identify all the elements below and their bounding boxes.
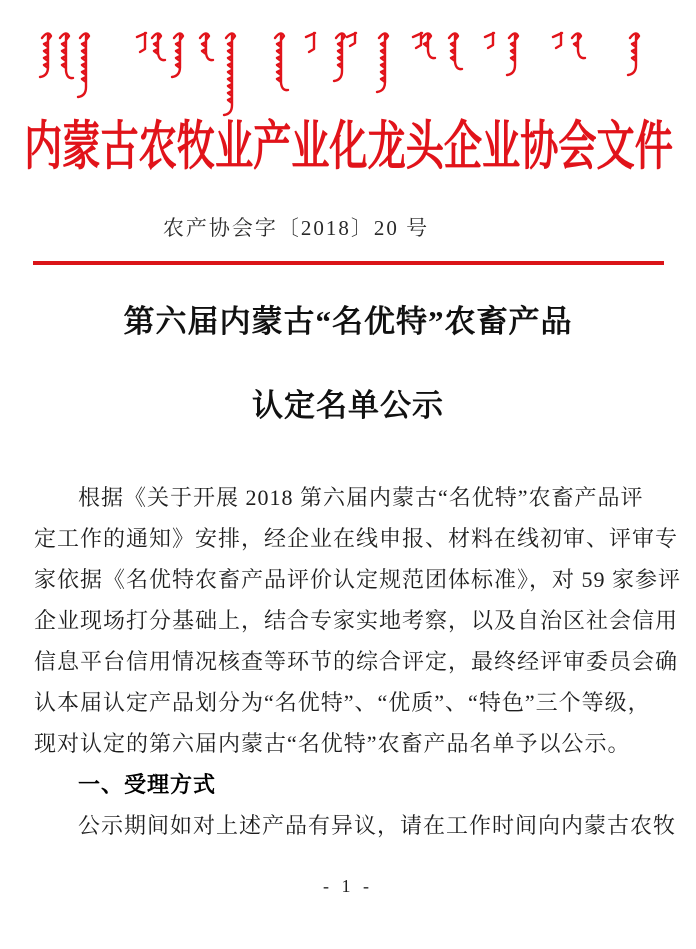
mongolian-glyph (40, 33, 51, 77)
mongolian-glyph (306, 33, 315, 52)
mongolian-glyph (413, 33, 422, 48)
mongolian-glyph (224, 33, 235, 115)
mongolian-glyph (628, 33, 639, 75)
body-line: 家依据《名优特农畜产品评价认定规范团体标准》，对 59 家参评 (34, 567, 682, 592)
mongolian-glyph (78, 33, 89, 97)
body-line: 信息平台信用情况核查等环节的综合评定，最终经评审委员会确 (34, 649, 679, 674)
body-line: 企业现场打分基础上，结合专家实地考察，以及自治区社会信用 (34, 608, 679, 633)
mongolian-glyph (60, 33, 73, 78)
document-body (34, 477, 682, 846)
body-line: 根据《关于开展 2018 第六届内蒙古“名优特”农畜产品评 (78, 485, 644, 510)
mongolian-glyph (572, 33, 585, 58)
org-title (0, 104, 696, 180)
body-line: 公示期间如对上述产品有异议，请在工作时间向内蒙古农牧 (78, 813, 677, 838)
doc-title-line1: 第六届内蒙古“名优特”农畜产品 (123, 304, 573, 339)
mongolian-glyph (449, 33, 462, 69)
body-line: 认本届认定产品划分为“名优特”、“优质”、“特色”三个等级， (34, 690, 651, 715)
doc-number-text: 农产协会字〔2018〕20 号 (162, 216, 430, 240)
mongolian-glyph (553, 33, 562, 48)
mongolian-glyph (347, 33, 356, 46)
mongolian-glyph (137, 33, 146, 52)
section-heading: 一、受理方式 (78, 772, 217, 797)
doc-title-line2: 认定名单公示 (252, 388, 444, 423)
mongolian-glyph (275, 33, 288, 90)
doc-number (0, 212, 696, 242)
mongolian-glyph (172, 33, 183, 77)
red-divider (33, 261, 664, 265)
body-line: 现对认定的第六届内蒙古“名优特”农畜产品名单予以公示。 (34, 731, 631, 756)
mongolian-glyph (377, 33, 388, 92)
mongolian-glyph (507, 33, 518, 75)
mongolian-glyph (334, 33, 345, 81)
mongolian-glyph (485, 33, 494, 48)
mongolian-glyph (200, 33, 213, 60)
page-number: - 1 - (323, 876, 373, 896)
mongolian-glyph (422, 33, 435, 58)
body-line: 定工作的通知》安排，经企业在线申报、材料在线初审、评审专 (34, 526, 679, 551)
mongolian-glyph (152, 33, 165, 60)
org-title-text: 内蒙古农牧业产业化龙头企业协会文件 (23, 118, 673, 176)
